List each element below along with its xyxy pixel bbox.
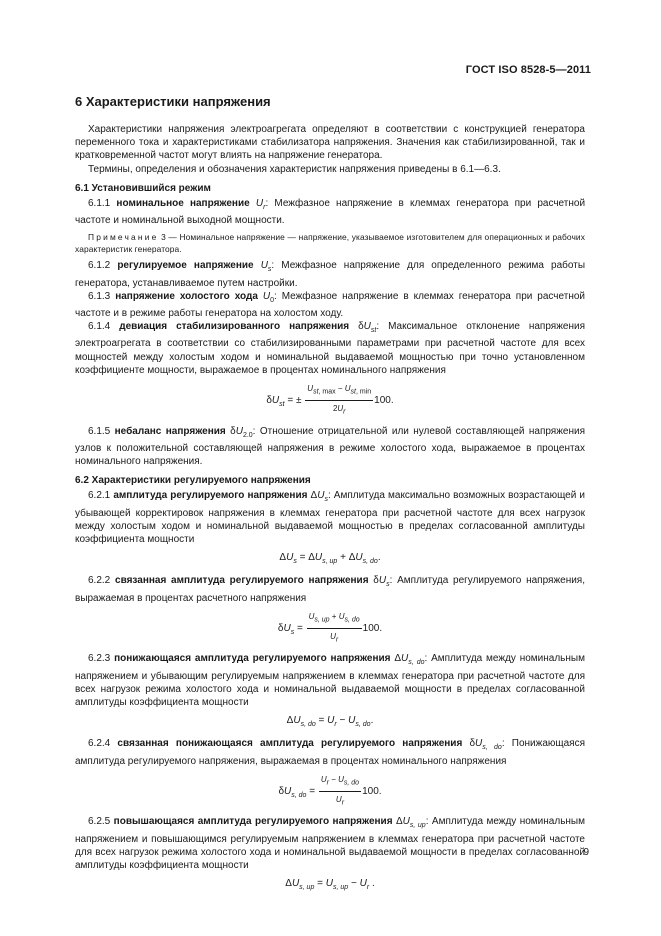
formula-delta-us-up: $\Delta U_{s, up} = U_{s, up} - U_r$ . [285,878,375,892]
term-6-2-4: 6.2.4 связанная понижающаяся амплитуда регулируемого напряжения $\delta U_{s, do}$: Понижающаяся амплитуда регулируемого напряжения, выражаемая в процентах номинального напряжения [75,738,585,767]
term-name: девиация стабилизированного напряжения [119,321,350,333]
term-definition: Межфазное напряжение для определенного режима работы генератора, устанавливаемое путем настройки. [75,260,586,289]
term-definition: Понижающаяся амплитуда регулируемого напряжения, выражаемая в процентах номинального напряжения [75,738,585,767]
term-definition: Амплитуда регулируемого напряжения, выражаемая в процентах расчетного напряжения [75,575,585,604]
term-number: 6.2.1 [88,490,111,502]
term-6-1-4: 6.1.4 девиация стабилизированного напряжения $\delta U_{st}$: Максимальное отклонение напряжения электроагрегата в соответствии со стабилизированными параметрами при расчетной частоте для всех мощностей между холостым ходом и номинальной выдаваемой мощностью при точно установленном коэффициенте мощности, выражаемое в процентах номинального напряжения [75,321,585,376]
term-name: номинальное напряжение [116,198,250,210]
subsection-title-6-1: 6.1 Установившийся режим [75,182,211,194]
term-definition: Межфазное напряжение в клеммах генератора при расчетной частоте и в режиме работы генератора на холостом ходу. [75,290,585,320]
term-6-1-3: 6.1.3 напряжение холостого хода $U_0$: Межфазное напряжение в клеммах генератора при расчетной частоте и в режиме работы генератора на холостом ходу. [75,290,585,320]
term-6-2-5: 6.2.5 повышающаяся амплитуда регулируемого напряжения $\Delta U_{s, up}$: Амплитуда между номинальным напряжением и повышающимся регулируемым напряжением в клеммах генератора при расчетной частоте для всех нагрузок режима холостого хода и номинальной выдаваемой мощности в пределах согласованной амплитуды коэффициента мощности [75,816,585,872]
term-number: 6.1.5 [88,425,111,437]
term-6-2-2: 6.2.2 связанная амплитуда регулируемого напряжения $\delta U_s$: Амплитуда регулируемого напряжения, выражаемая в процентах расчетного напряжения [75,575,585,604]
term-definition: Максимальное отклонение напряжения электроагрегата в соответствии со стабилизированными параметрами при расчетной частоте для всех мощностей между холостым ходом и номинальной выдаваемой мощностью при точно установленном коэффициенте мощности, выражаемое в процентах номинального напряжения [75,321,585,376]
term-name: небаланс напряжения [114,425,226,437]
term-6-1-5: 6.1.5 небаланс напряжения $\delta U_{2.0}$: Отношение отрицательной или нулевой составляющей напряжения узлов к положительной составляющей напряжения в режиме холостого хода, выражаемое в процентах номинального напряжения. [75,425,585,468]
term-number: 6.1.4 [88,321,111,333]
term-6-1-1: 6.1.1 номинальное напряжение $U_r$: Межфазное напряжение в клеммах генератора при расчетной частоте и номинальной выходной мощности. [75,198,586,227]
term-number: 6.2.2 [88,575,111,587]
term-name: амплитуда регулируемого напряжения [113,490,308,502]
term-number: 6.2.4 [88,738,111,750]
intro-paragraph-2: Термины, определения и обозначения характеристик напряжения приведены в 6.1—6.3. [88,163,501,175]
section-title: 6 Характеристики напряжения [75,94,271,109]
subsection-title-6-2: 6.2 Характеристики регулируемого напряжения [75,475,311,487]
term-number: 6.1.2 [88,260,111,272]
formula-delta-us-do: $\Delta U_{s, do} = U_r - U_{s, do}$. [286,715,374,729]
term-definition: Амплитуда между номинальным напряжением и убывающим регулируемым напряжением в клеммах генератора при расчетной частоте для всех нагрузок режима холостого хода и номинальной выдаваемой мощности в пределах согласованной амплитуды коэффициента мощности [75,653,585,709]
term-number: 6.2.5 [88,816,111,828]
page-content [75,94,585,901]
note-label: Примечание [88,232,159,243]
term-name: понижающаяся амплитуда регулируемого напряжения [114,653,391,665]
term-number: 6.2.3 [88,653,111,665]
term-6-2-1: 6.2.1 амплитуда регулируемого напряжения $\Delta U_s$: Амплитуда максимально возможных возрастающей и убывающей корректировок напряжения в клеммах генератора при расчетной частоте для всех нагрузок между холостым ходом и номинальной выдаваемой мощностью в пределах согласованной амплитуды коэффициента мощности [75,490,585,546]
term-definition: Межфазное напряжение в клеммах генератора при расчетной частоте и номинальной выходной мощности. [75,198,586,227]
term-number: 6.1.3 [88,290,111,302]
term-name: повышающаяся амплитуда регулируемого напряжения [113,816,393,828]
formula-delta-us: $\Delta U_s = \Delta U_{s, up} + \Delta U_{s, do}$. [279,552,381,566]
term-definition: Амплитуда между номинальным напряжением и повышающимся регулируемым напряжением в клеммах генератора при расчетной частоте для всех нагрузок режима холостого хода и номинальной выдаваемой мощности в пределах согласованной амплитуды коэффициента мощности [75,816,585,872]
term-6-1-2: 6.1.2 регулируемое напряжение $U_s$: Межфазное напряжение для определенного режима работы генератора, устанавливаемое путем настройки. [75,260,586,289]
formula-delta-us-do-rel: $\delta U_{s, do}$ = $\frac{U_r - U_{s, do}}{U_r}$ 100. [278,774,382,807]
note-text: 3 — Номинальное напряжение — напряжение, указываемое изготовителем для операционных и рабочих характеристик генератора. [75,232,585,255]
term-6-2-3: 6.2.3 понижающаяся амплитуда регулируемого напряжения $\Delta U_{s, do}$: Амплитуда между номинальным напряжением и убывающим регулируемым напряжением в клеммах генератора при расчетной частоте для всех нагрузок режима холостого хода и номинальной выдаваемой мощности в пределах согласованной амплитуды коэффициента мощности [75,653,585,709]
term-name: напряжение холостого хода [115,290,258,302]
note-3 [75,231,585,255]
term-number: 6.1.1 [88,198,111,210]
term-definition: Амплитуда максимально возможных возрастающей и убывающей корректировок напряжения в клеммах генератора при расчетной частоте для всех нагрузок между холостым ходом и номинальной выдаваемой мощностью в пределах согласованной амплитуды коэффициента мощности [75,490,585,546]
formula-du-st: $\delta U_{st}$ = ± $\frac{U_{st, max} - U_{st, min}}{2U_r}$ 100. [266,384,394,416]
term-name: связанная амплитуда регулируемого напряжения [115,575,369,587]
intro-paragraph-1: Характеристики напряжения электроагрегата определяют в соответствии с конструкцией генератора переменного тока и характеристиками стабилизатора напряжения. Значения как стабилизированной, так и кратковременной частот могут влиять на напряжение генератора. [75,124,585,162]
page-number: 9 [583,847,589,858]
term-name: регулируемое напряжение [117,260,254,272]
term-name: связанная понижающаяся амплитуда регулируемого напряжения [117,738,463,750]
term-definition: Отношение отрицательной или нулевой составляющей напряжения узлов к положительной составляющей напряжения в режиме холостого хода, выражаемое в процентах номинального напряжения. [75,425,585,468]
document-id: ГОСТ ISO 8528-5—2011 [465,64,591,76]
formula-delta-us-rel: $\delta U_s$ = $\frac{U_{s, up} + U_{s, do}}{U_r}$ 100. [277,611,383,644]
